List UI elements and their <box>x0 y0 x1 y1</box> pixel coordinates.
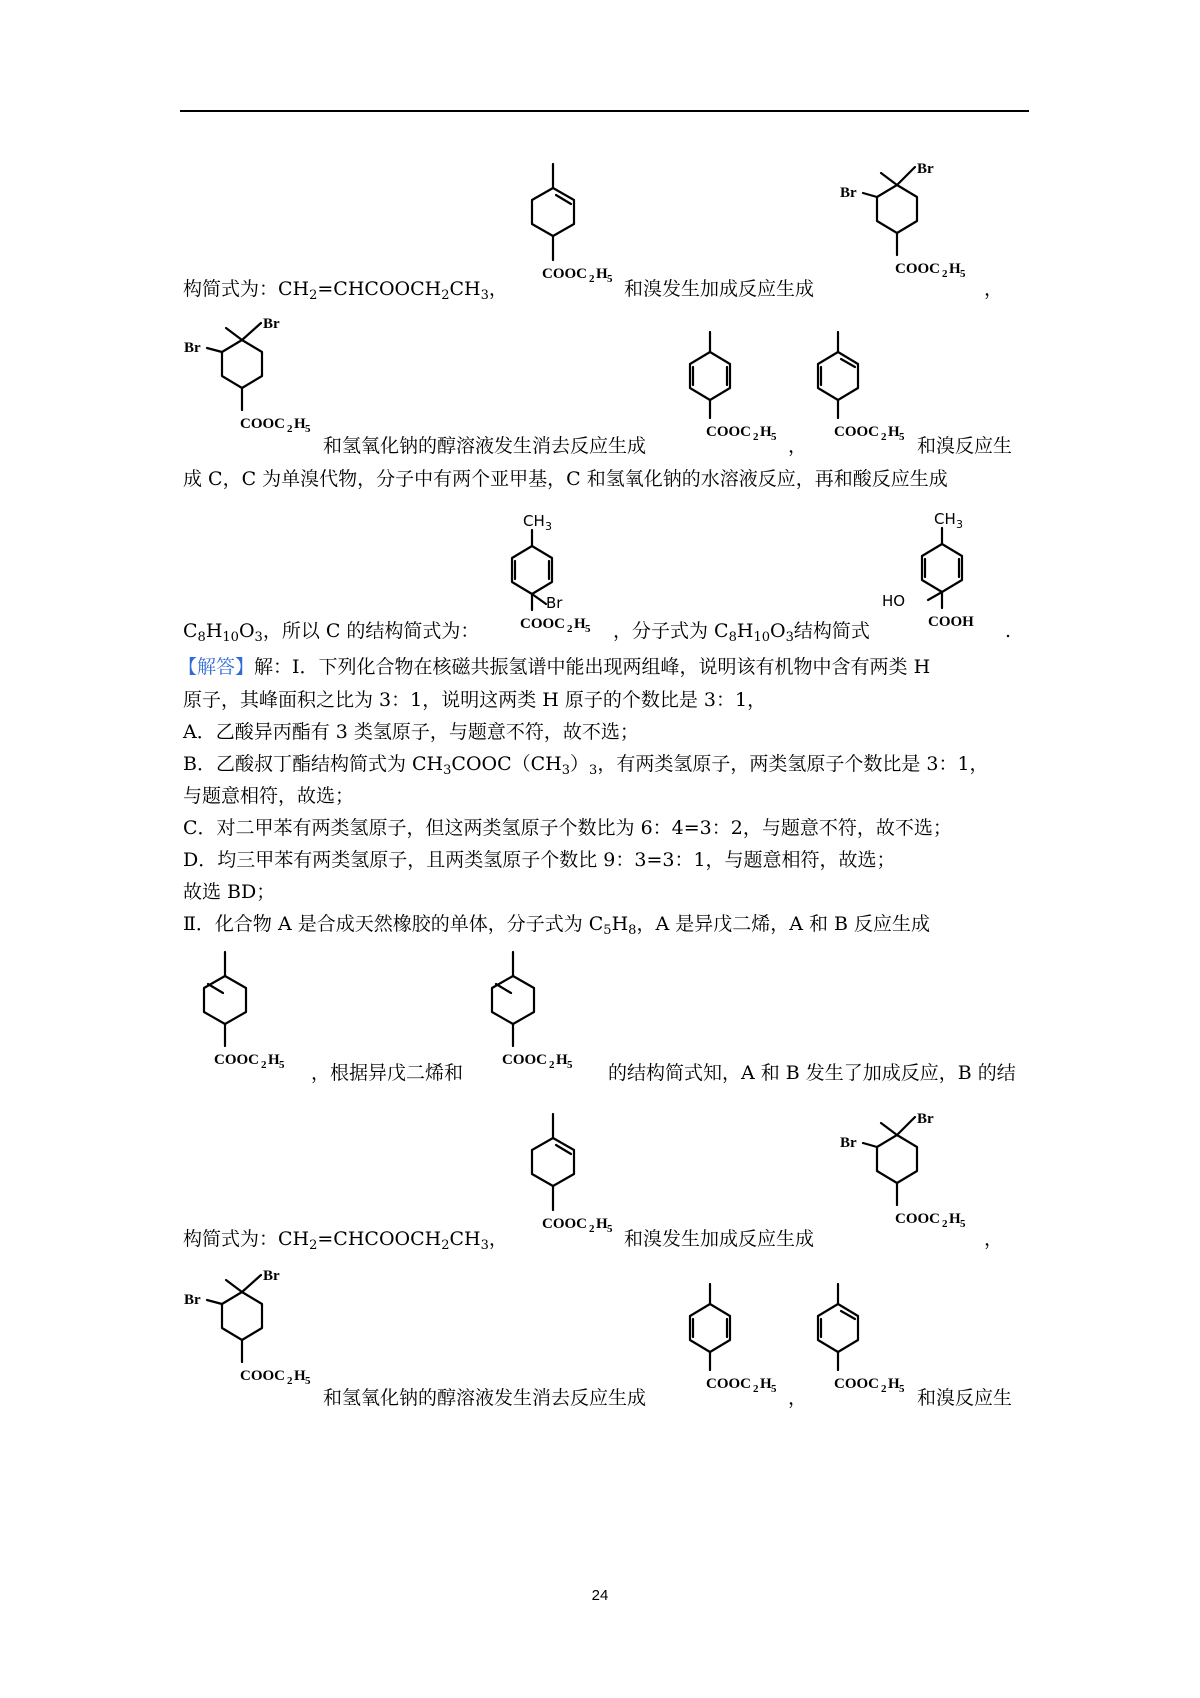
text-fragment: ， <box>984 278 1004 300</box>
svg-text:Br: Br <box>546 594 563 612</box>
svg-text:Br: Br <box>840 185 857 201</box>
choice: 故选 BD； <box>183 881 276 903</box>
svg-text:2: 2 <box>881 431 887 443</box>
text-line: 构简式为：$CH_2=CHCOOCH_2CH_3$， <box>183 278 508 303</box>
text-fragment: ，分子式为 $C_8H_{10}O_3$结构简式 <box>613 620 870 645</box>
molecule-methylcyclohexene-ester <box>510 1110 640 1250</box>
text-fragment: 的结构简式知，A 和 B 发生了加成反应，B 的结 <box>608 1062 1016 1084</box>
svg-text:2: 2 <box>589 1223 595 1235</box>
svg-text:COOC: COOC <box>214 1052 259 1068</box>
molecule-bromo-ester <box>488 510 618 640</box>
svg-text:H: H <box>556 1052 568 1068</box>
molecule-dibromo-ester <box>835 1105 985 1240</box>
svg-text:COOC: COOC <box>834 424 879 440</box>
svg-text:2: 2 <box>942 1218 948 1230</box>
svg-text:H: H <box>574 616 586 632</box>
molecule-dibromo-ester <box>835 155 985 290</box>
svg-text:5: 5 <box>279 1059 285 1071</box>
svg-text:H: H <box>268 1052 280 1068</box>
page-number: 24 <box>591 1587 609 1604</box>
molecule-dibromo-ester <box>178 1262 328 1397</box>
svg-text:H: H <box>596 266 608 282</box>
svg-text:Br: Br <box>917 1111 934 1127</box>
svg-text:H: H <box>949 261 961 277</box>
svg-text:5: 5 <box>567 1059 573 1071</box>
svg-text:H: H <box>294 416 306 432</box>
svg-text:COOC: COOC <box>542 266 587 282</box>
text-fragment: 和溴反应生 <box>917 435 1013 457</box>
svg-text:5: 5 <box>771 1383 777 1395</box>
svg-text:2: 2 <box>287 423 293 435</box>
option-c: C．对二甲苯有两类氢原子，但这两类氢原子个数比为 6：4=3：2，与题意不符，故不选； <box>183 817 952 839</box>
option-b-cont: 与题意相符，故选； <box>183 785 355 807</box>
text-fragment: ， <box>788 1387 808 1409</box>
svg-text:H: H <box>888 424 900 440</box>
svg-text:Br: Br <box>917 161 934 177</box>
molecule-methylcyclohexene-ester <box>510 160 640 300</box>
svg-text:H: H <box>760 424 772 440</box>
text-fragment: ， <box>984 1228 1004 1250</box>
text-fragment: 和氢氧化钠的醇溶液发生消去反应生成 <box>323 435 647 457</box>
svg-text:COOC: COOC <box>895 1211 940 1227</box>
molecule-methylcyclohexene-ester <box>478 950 608 1090</box>
molecule-cyclohexadiene-ester <box>808 330 918 450</box>
svg-text:5: 5 <box>305 423 311 435</box>
svg-text:2: 2 <box>261 1059 267 1071</box>
svg-text:3: 3 <box>545 520 552 533</box>
text-line: 构简式为：$CH_2=CHCOOCH_2CH_3$， <box>183 1228 508 1253</box>
svg-text:COOC: COOC <box>706 424 751 440</box>
molecule-dibromo-ester <box>178 310 328 445</box>
svg-text:2: 2 <box>287 1375 293 1387</box>
text-fragment: ，根据异戊二烯和 <box>311 1062 464 1084</box>
text-fragment: 和溴发生加成反应生成 <box>624 1228 815 1250</box>
option-a: A．乙酸异丙酯有 3 类氢原子，与题意不符，故不选； <box>183 721 639 743</box>
svg-text:COOC: COOC <box>240 1368 285 1384</box>
svg-text:Br: Br <box>184 340 201 356</box>
text-line: $C_8H_{10}O_3$，所以 C 的结构简式为： <box>183 620 480 645</box>
molecule-methylcyclohexene-ester <box>190 950 320 1090</box>
text-fragment: 和溴反应生 <box>917 1387 1013 1409</box>
svg-text:CH: CH <box>934 510 956 528</box>
svg-text:2: 2 <box>881 1383 887 1395</box>
svg-text:COOC: COOC <box>240 416 285 432</box>
text-fragment: 和氢氧化钠的醇溶液发生消去反应生成 <box>323 1387 647 1409</box>
svg-text:H: H <box>760 1376 772 1392</box>
svg-text:COOC: COOC <box>542 1216 587 1232</box>
text-fragment: ， <box>788 435 808 457</box>
svg-text:2: 2 <box>753 431 759 443</box>
svg-text:5: 5 <box>305 1375 311 1387</box>
svg-text:H: H <box>949 1211 961 1227</box>
svg-text:5: 5 <box>607 1223 613 1235</box>
svg-text:H: H <box>596 1216 608 1232</box>
svg-text:5: 5 <box>771 431 777 443</box>
svg-text:2: 2 <box>567 623 573 635</box>
text-line: 原子，其峰面积之比为 3：1，说明这两类 H 原子的个数比是 3：1， <box>183 689 767 711</box>
answer-intro: 【解答】解：Ⅰ．下列化合物在核磁共振氢谱中能出现两组峰，说明该有机物中含有两类 H <box>178 656 931 678</box>
svg-text:COOC: COOC <box>502 1052 547 1068</box>
text-fragment: . <box>1005 620 1012 642</box>
molecule-cyclohexadiene-ester <box>808 1282 918 1402</box>
svg-text:COOH: COOH <box>928 614 974 630</box>
svg-text:5: 5 <box>585 623 591 635</box>
text-fragment: 和溴发生加成反应生成 <box>624 278 815 300</box>
svg-text:COOC: COOC <box>706 1376 751 1392</box>
molecule-hydroxy-acid <box>872 508 1002 638</box>
svg-text:HO: HO <box>882 592 906 610</box>
svg-text:5: 5 <box>607 273 613 285</box>
svg-text:2: 2 <box>753 1383 759 1395</box>
svg-text:5: 5 <box>960 268 966 280</box>
svg-text:Br: Br <box>263 1268 280 1284</box>
svg-text:Br: Br <box>184 1292 201 1308</box>
svg-text:5: 5 <box>899 1383 905 1395</box>
svg-text:COOC: COOC <box>834 1376 879 1392</box>
svg-text:5: 5 <box>960 1218 966 1230</box>
svg-text:COOC: COOC <box>520 616 565 632</box>
answer-tag: 【解答】 <box>178 656 255 678</box>
part2-intro: Ⅱ．化合物 A 是合成天然橡胶的单体，分子式为 $C_5H_8$，A 是异戊二烯，A 和 B 反应生成 <box>183 913 931 938</box>
svg-text:CH: CH <box>523 512 545 530</box>
svg-text:Br: Br <box>263 316 280 332</box>
molecule-cyclohexadiene-ester <box>680 1282 790 1402</box>
svg-text:2: 2 <box>589 273 595 285</box>
svg-text:H: H <box>294 1368 306 1384</box>
svg-text:2: 2 <box>549 1059 555 1071</box>
text-line: 成 C，C 为单溴代物，分子中有两个亚甲基，C 和氢氧化钠的水溶液反应，再和酸反应生成 <box>183 468 948 490</box>
molecule-cyclohexadiene-ester <box>680 330 790 450</box>
svg-text:3: 3 <box>956 518 963 531</box>
option-b: B．乙酸叔丁酯结构简式为 $CH_3COOC(CH_3)_3$，有两类氢原子，两类氢原子个数比是 3：1， <box>183 753 989 778</box>
svg-text:2: 2 <box>942 268 948 280</box>
svg-text:5: 5 <box>899 431 905 443</box>
svg-text:COOC: COOC <box>895 261 940 277</box>
header-rule <box>180 110 1029 112</box>
svg-text:H: H <box>888 1376 900 1392</box>
svg-text:Br: Br <box>840 1135 857 1151</box>
option-d: D．均三甲苯有两类氢原子，且两类氢原子个数比 9：3=3：1，与题意相符，故选； <box>183 849 896 871</box>
